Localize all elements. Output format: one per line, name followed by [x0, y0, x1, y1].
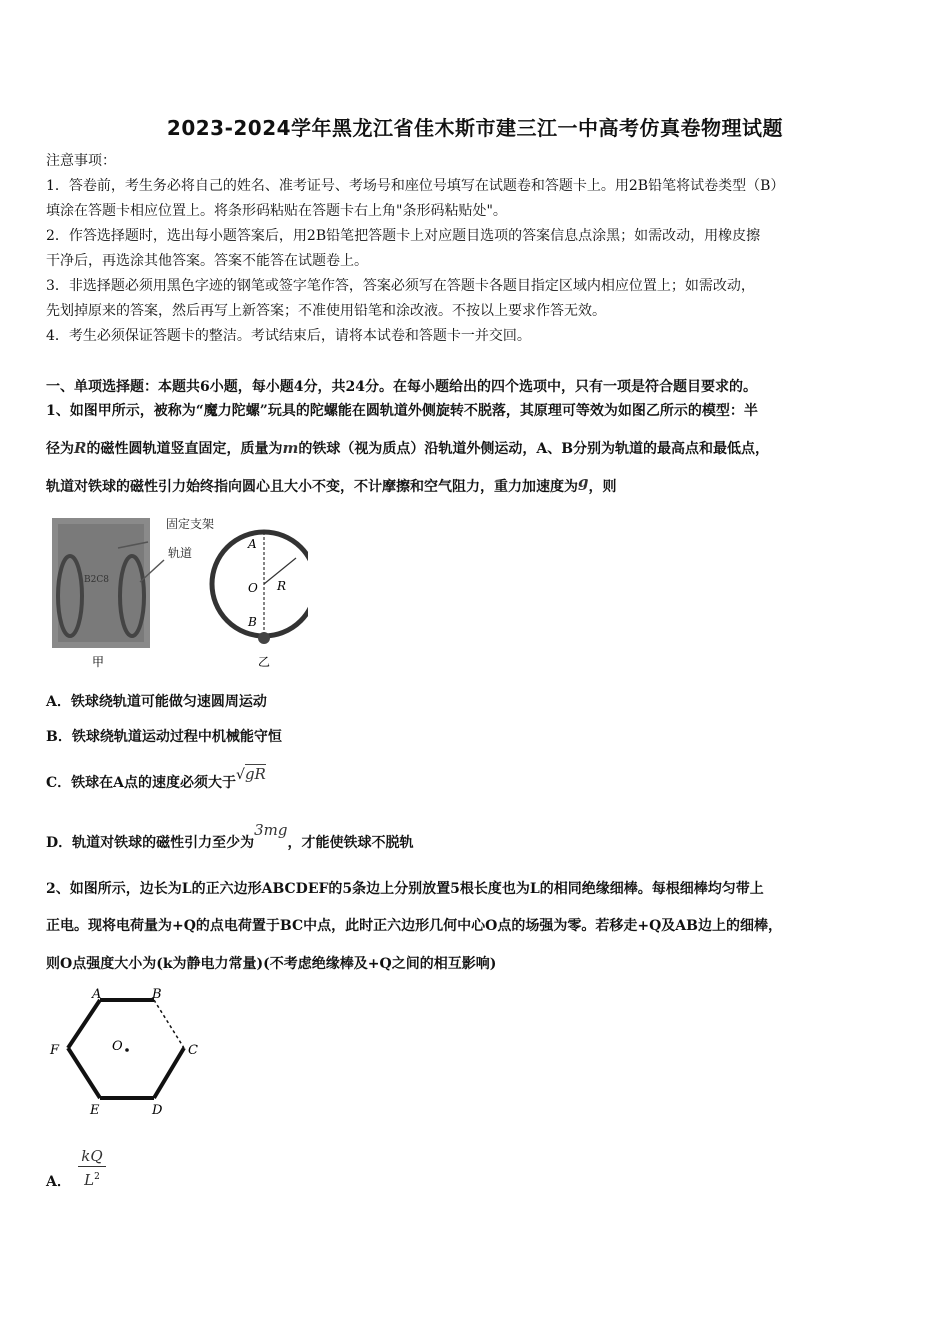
point-b-label: B — [248, 615, 257, 629]
notice-line: 4．考生必须保证答题卡的整洁。考试结束后，请将本试卷和答题卡一并交回。 — [46, 328, 531, 344]
q2-stem-line: 则O点强度大小为(k为静电力常量)(不考虑绝缘棒及+Q之间的相互影响) — [46, 956, 497, 972]
hexagon-figure — [46, 984, 216, 1124]
section-heading: 一、单项选择题：本题共6小题，每小题4分，共24分。在每小题给出的四个选项中，只有一项是符合题目要求的。 — [46, 379, 757, 395]
sqrt-sign: √ — [236, 767, 245, 783]
notice-line: 干净后，再选涂其他答案。答案不能答在试题卷上。 — [46, 253, 368, 269]
label-bracket: 固定支架 — [166, 517, 215, 531]
vertex-d-label: D — [152, 1103, 163, 1118]
center-o-dot — [125, 1048, 129, 1052]
denominator-exponent: 2 — [94, 1172, 100, 1182]
hexagon-svg — [46, 984, 216, 1120]
symbol-g: g — [578, 473, 589, 491]
point-a-label: A — [248, 537, 257, 551]
q1-option-d-text: D．轨道对铁球的磁性引力至少为 — [46, 835, 255, 851]
vertex-f-label: F — [50, 1043, 60, 1058]
label-track: 轨道 — [168, 546, 193, 560]
fraction-denominator — [78, 1167, 106, 1190]
edge-ef — [68, 1048, 100, 1098]
q1-text: 的铁球（视为质点）沿轨道外侧运动，A、B分别为轨道的最高点和最低点， — [298, 441, 770, 457]
vertex-a-label: A — [92, 987, 102, 1002]
option-c-math: gR — [244, 765, 266, 783]
vertex-b-label: B — [152, 987, 162, 1002]
vertex-e-label: E — [90, 1103, 100, 1118]
q1-option-a: A．铁球绕轨道可能做匀速圆周运动 — [46, 694, 267, 710]
track-circle-inner — [217, 537, 308, 631]
q1-option-c-text: C．铁球在A点的速度必须大于 — [46, 775, 237, 791]
edge-cd — [154, 1048, 184, 1098]
q1-text: 径为 — [46, 441, 74, 457]
q1-option-c — [46, 765, 912, 793]
q1-stem-line — [46, 438, 912, 459]
notice-line: 先划掉原来的答案，然后再写上新答案；不准使用铅笔和涂改液。不按以上要求作答无效。 — [46, 303, 606, 319]
q1-figure — [48, 512, 308, 678]
q2-stem-line: 正电。现将电荷量为+Q的点电荷置于BC中点，此时正六边形几何中心O点的场强为零。若移走+Q及AB边上的细棒， — [46, 918, 782, 934]
fraction-numerator: kQ — [81, 1147, 103, 1165]
center-o-label: O — [112, 1039, 123, 1054]
q1-text: ，则 — [588, 479, 617, 495]
q1-text: 轨道对铁球的磁性引力始终指向圆心且大小不变，不计摩擦和空气阻力，重力加速度为 — [46, 479, 578, 495]
option-d-math: 3mg — [254, 821, 288, 839]
iron-ball — [258, 632, 270, 644]
notice-line: 1．答卷前，考生务必将自己的姓名、准考证号、考场号和座位号填写在试题卷和答题卡上。用2B铅笔将试卷类型（B） — [46, 178, 785, 194]
q2-option-a-label: A． — [46, 1174, 71, 1190]
edge-bc-dashed — [154, 1000, 184, 1048]
vertex-c-label: C — [188, 1043, 198, 1058]
q1-option-d-tail: ，才能使铁球不脱轨 — [287, 835, 414, 851]
symbol-r: R — [74, 439, 87, 457]
denominator-base: L — [84, 1171, 95, 1189]
q1-option-b: B．铁球绕轨道运动过程中机械能守恒 — [46, 729, 282, 745]
q1-figure-svg — [48, 512, 308, 674]
edge-fa — [68, 1000, 100, 1048]
caption-jia: 甲 — [92, 655, 105, 669]
q1-text: 的磁性圆轨道竖直固定，质量为 — [86, 441, 283, 457]
photo-text: B2C8 — [84, 575, 109, 585]
radius-r-label: R — [277, 579, 287, 593]
notice-line: 3．非选择题必须用黑色字迹的钢笔或签字笔作答，答案必须写在答题卡各题目指定区域内相应位置上；如需改动， — [46, 278, 755, 294]
notice-line: 2．作答选择题时，选出每小题答案后，用2B铅笔把答题卡上对应题目选项的答案信息点涂黑；如需改动，用橡皮擦 — [46, 228, 761, 244]
point-o-label: O — [248, 581, 258, 595]
page-title: 2023-2024学年黑龙江省佳木斯市建三江一中高考仿真卷物理试题 — [166, 116, 784, 140]
symbol-m: m — [282, 439, 299, 457]
q1-stem-line — [46, 473, 912, 497]
notice-line: 填涂在答题卡相应位置上。将条形码粘贴在答题卡右上角"条形码粘贴处"。 — [46, 203, 507, 219]
q2-option-a-fraction — [78, 1146, 106, 1190]
notice-heading: 注意事项： — [46, 153, 116, 169]
caption-yi: 乙 — [258, 655, 271, 669]
q2-stem-line: 2、如图所示，边长为L的正六边形ABCDEF的5条边上分别放置5根长度也为L的相同绝缘细棒。每根细棒均匀带上 — [46, 881, 764, 897]
q1-stem-line: 1、如图甲所示，被称为“魔力陀螺”玩具的陀螺能在圆轨道外侧旋转不脱落，其原理可等效为如图乙所示的模型：半 — [46, 403, 758, 419]
q1-option-d — [46, 821, 912, 853]
